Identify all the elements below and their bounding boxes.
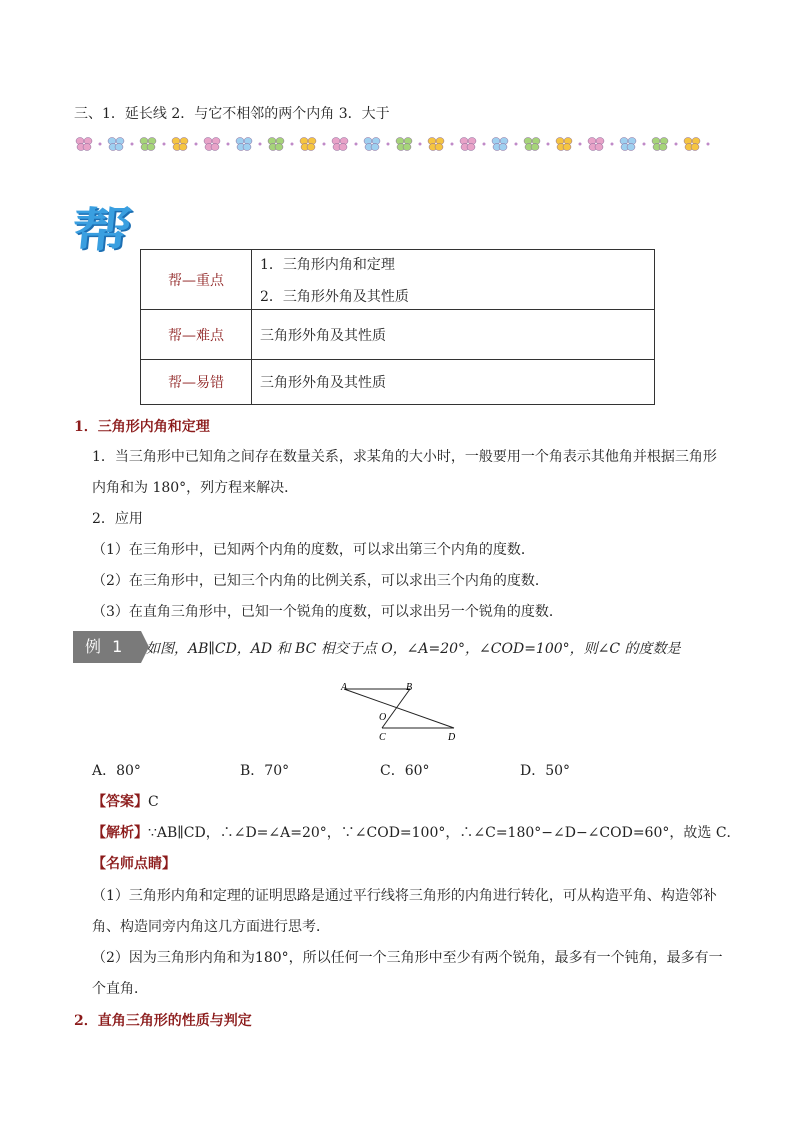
label-a: A	[341, 682, 348, 693]
section2-heading: 2．直角三角形的性质与判定	[74, 1013, 252, 1029]
help-banner: 帮	[69, 203, 133, 258]
butterfly-icon	[396, 138, 412, 151]
butterfly-icon	[556, 138, 572, 151]
section1-item: （3）在直角三角形中，已知一个锐角的度数，可以求出另一个锐角的度数．	[92, 604, 563, 620]
help-label-mistake: 帮—易错	[141, 360, 252, 405]
dot-icon	[419, 143, 422, 146]
tip2-line-b: 个直角．	[92, 981, 148, 997]
butterfly-icon	[268, 138, 284, 151]
tip1-line-a: （1）三角形内角和定理的证明思路是通过平行线将三角形的内角进行转化，可从构造平角、构造邻补	[92, 888, 717, 904]
option-a: A．80°	[92, 763, 141, 779]
option-d: D．50°	[520, 763, 571, 779]
analysis-label: 【解析】	[92, 825, 148, 841]
dot-icon	[547, 143, 550, 146]
help-content-key	[252, 250, 655, 310]
butterfly-icon	[524, 138, 540, 151]
tip2-line-a: （2）因为三角形内角和为180°，所以任何一个三角形中至少有两个锐角，最多有一个钝角，最多有一	[92, 950, 723, 966]
section1-item: （1）在三角形中，已知两个内角的度数，可以求出第三个内角的度数．	[92, 542, 535, 558]
help-table	[140, 249, 655, 405]
dot-icon	[291, 143, 294, 146]
dot-icon	[515, 143, 518, 146]
butterfly-icon	[620, 138, 636, 151]
geometry-figure	[330, 680, 470, 744]
label-b: B	[406, 682, 413, 693]
dot-icon	[675, 143, 678, 146]
dot-icon	[579, 143, 582, 146]
help-label-key: 帮—重点	[141, 250, 252, 310]
answer-value: C	[148, 794, 159, 810]
butterfly-icon	[236, 138, 252, 151]
section1-para1a: 1．当三角形中已知角之间存在数量关系，求某角的大小时，一般要用一个角表示其他角并根据三角形	[92, 449, 717, 465]
help-line: 1．三角形内角和定理	[260, 256, 395, 273]
butterfly-icon	[204, 138, 220, 151]
dot-icon	[483, 143, 486, 146]
answer-line	[92, 791, 159, 811]
label-o: O	[379, 712, 387, 723]
section1-para1b: 内角和为 180°，列方程来解决．	[92, 480, 299, 496]
tips-label: 【名师点睛】	[92, 856, 176, 872]
dot-icon	[451, 143, 454, 146]
decorative-butterfly-border	[74, 132, 714, 156]
help-content-mistake: 三角形外角及其性质	[252, 360, 655, 405]
dot-icon	[323, 143, 326, 146]
section1-item: （2）在三角形中，已知三个内角的比例关系，可以求出三个内角的度数．	[92, 573, 549, 589]
segment-ad	[344, 689, 454, 728]
help-label-difficult: 帮—难点	[141, 310, 252, 360]
butterfly-icon	[172, 138, 188, 151]
analysis-line	[92, 822, 741, 842]
butterfly-icon	[588, 138, 604, 151]
dot-icon	[611, 143, 614, 146]
label-d: D	[448, 732, 456, 743]
dot-icon	[131, 143, 134, 146]
help-content-difficult: 三角形外角及其性质	[252, 310, 655, 360]
dot-icon	[387, 143, 390, 146]
example-tag: 例 1	[73, 631, 141, 663]
section1-heading: 1．三角形内角和定理	[74, 419, 210, 435]
butterfly-icon	[140, 138, 156, 151]
example-question: 如图，AB∥CD，AD 和 BC 相交于点 O，∠A=20°，∠COD=100°，则∠C 的度数是	[146, 641, 681, 657]
option-b: B．70°	[240, 763, 290, 779]
analysis-text: ∵AB∥CD，∴∠D=∠A=20°，∵∠COD=100°，∴∠C=180°−∠D−∠COD=60°，故选 C．	[148, 825, 741, 841]
butterfly-icon	[364, 138, 380, 151]
butterfly-icon	[684, 138, 700, 151]
answers-line: 三、1．延长线 2．与它不相邻的两个内角 3．大于	[74, 106, 390, 122]
section1-para2: 2．应用	[92, 511, 143, 527]
dot-icon	[227, 143, 230, 146]
butterfly-icon	[76, 138, 92, 151]
dot-icon	[99, 143, 102, 146]
dot-icon	[355, 143, 358, 146]
label-c: C	[379, 732, 386, 743]
butterfly-icon	[460, 138, 476, 151]
butterfly-icon	[428, 138, 444, 151]
dot-icon	[195, 143, 198, 146]
help-line: 2．三角形外角及其性质	[260, 288, 409, 305]
butterfly-icon	[332, 138, 348, 151]
butterfly-icon	[108, 138, 124, 151]
tip1-line-b: 角、构造同旁内角这几方面进行思考．	[92, 919, 330, 935]
dot-icon	[259, 143, 262, 146]
answer-label: 【答案】	[92, 794, 148, 810]
butterfly-icon	[492, 138, 508, 151]
dot-icon	[707, 143, 710, 146]
dot-icon	[643, 143, 646, 146]
option-c: C．60°	[380, 763, 430, 779]
butterfly-icon	[300, 138, 316, 151]
dot-icon	[163, 143, 166, 146]
butterfly-icon	[652, 138, 668, 151]
